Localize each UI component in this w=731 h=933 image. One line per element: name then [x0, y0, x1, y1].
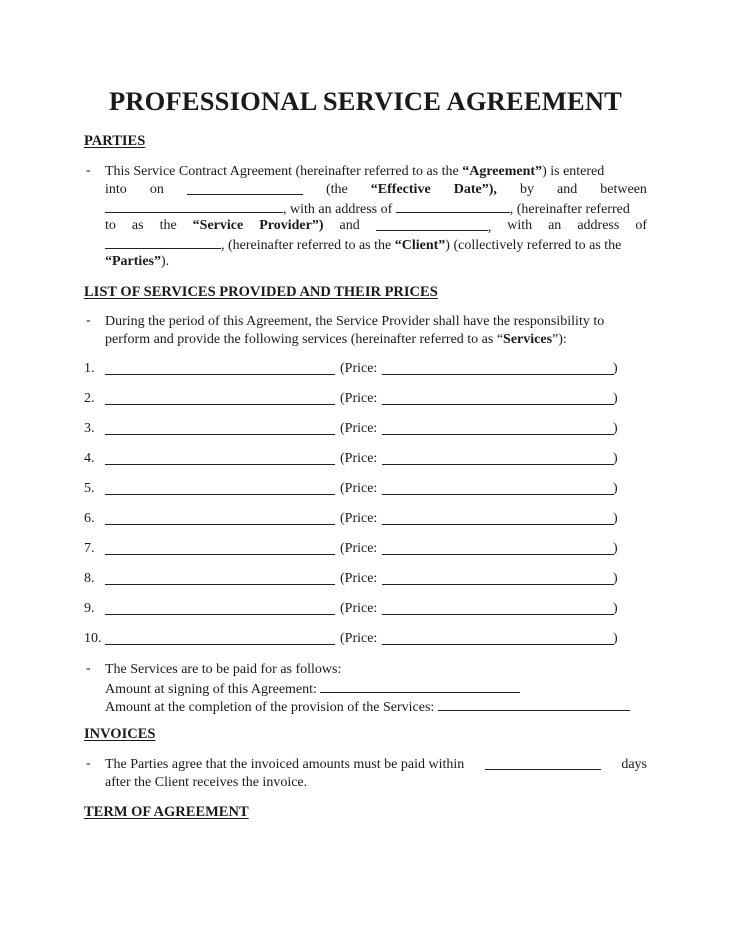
service-row	[84, 541, 624, 559]
parties-line-6: “Parties”).	[105, 254, 170, 269]
payment-days-blank[interactable]	[485, 756, 601, 770]
service-name-blank[interactable]	[105, 434, 335, 435]
service-row	[84, 361, 624, 379]
service-number: 4.	[84, 451, 95, 466]
services-intro-line-2: perform and provide the following services (hereinafter referred to as “Services”):	[105, 332, 567, 347]
service-number: 1.	[84, 361, 95, 376]
service-row	[84, 391, 624, 409]
completion-amount-blank[interactable]	[438, 697, 630, 711]
service-name-blank[interactable]	[105, 644, 335, 645]
service-price-blank[interactable]	[382, 524, 614, 525]
services-intro-line-1: During the period of this Agreement, the Service Provider shall have the responsibility to	[105, 314, 605, 329]
term-heading: TERM OF AGREEMENT	[84, 804, 249, 820]
service-name-blank[interactable]	[105, 464, 335, 465]
parties-bullet: -	[86, 163, 91, 178]
service-number: 10.	[84, 631, 102, 646]
service-price-blank[interactable]	[382, 434, 614, 435]
service-price-blank[interactable]	[382, 614, 614, 615]
price-close-paren: )	[613, 511, 618, 526]
invoices-line-1: The Parties agree that the invoiced amounts must be paid within days	[105, 757, 647, 772]
service-provider-address-blank[interactable]	[396, 199, 510, 213]
price-label: (Price:	[340, 511, 378, 526]
price-close-paren: )	[613, 361, 618, 376]
service-provider-name-blank[interactable]	[105, 199, 283, 213]
price-label: (Price:	[340, 391, 378, 406]
payment-line-3: Amount at the completion of the provision of the Services:	[105, 697, 630, 717]
service-name-blank[interactable]	[105, 614, 335, 615]
parties-line-5: , (hereinafter referred to as the “Client”) (collectively referred to as the	[105, 235, 647, 255]
service-price-blank[interactable]	[382, 554, 614, 555]
service-price-blank[interactable]	[382, 464, 614, 465]
service-name-blank[interactable]	[105, 404, 335, 405]
parties-line-4: to as the “Service Provider”) and , with an address of	[105, 218, 647, 235]
parties-line-2: into on (the “Effective Date”), by and between	[105, 182, 647, 197]
price-label: (Price:	[340, 421, 378, 436]
service-name-blank[interactable]	[105, 524, 335, 525]
price-close-paren: )	[613, 481, 618, 496]
service-number: 3.	[84, 421, 95, 436]
services-bullet: -	[86, 313, 91, 328]
service-price-blank[interactable]	[382, 404, 614, 405]
payment-bullet: -	[86, 661, 91, 676]
service-row	[84, 511, 624, 529]
service-number: 8.	[84, 571, 95, 586]
service-price-blank[interactable]	[382, 644, 614, 645]
price-close-paren: )	[613, 391, 618, 406]
service-number: 6.	[84, 511, 95, 526]
service-row	[84, 571, 624, 589]
signing-amount-blank[interactable]	[320, 679, 520, 693]
service-number: 9.	[84, 601, 95, 616]
service-name-blank[interactable]	[105, 374, 335, 375]
service-price-blank[interactable]	[382, 494, 614, 495]
service-row	[84, 451, 624, 469]
services-heading: LIST OF SERVICES PROVIDED AND THEIR PRICES	[84, 284, 438, 300]
price-label: (Price:	[340, 451, 378, 466]
parties-line-3: , with an address of , (hereinafter referred	[105, 199, 630, 219]
parties-line-1: This Service Contract Agreement (hereinafter referred to as the “Agreement”) is entered	[105, 164, 605, 179]
price-label: (Price:	[340, 601, 378, 616]
parties-heading: PARTIES	[84, 133, 146, 149]
effective-date-blank[interactable]	[187, 181, 303, 195]
service-price-blank[interactable]	[382, 374, 614, 375]
service-name-blank[interactable]	[105, 584, 335, 585]
payment-line-2: Amount at signing of this Agreement:	[105, 679, 520, 699]
service-row	[84, 631, 624, 649]
service-row	[84, 421, 624, 439]
service-name-blank[interactable]	[105, 554, 335, 555]
service-name-blank[interactable]	[105, 494, 335, 495]
service-number: 2.	[84, 391, 95, 406]
client-name-blank[interactable]	[376, 217, 488, 231]
price-close-paren: )	[613, 631, 618, 646]
price-close-paren: )	[613, 451, 618, 466]
price-label: (Price:	[340, 361, 378, 376]
document-title: PROFESSIONAL SERVICE AGREEMENT	[108, 86, 623, 116]
service-price-blank[interactable]	[382, 584, 614, 585]
client-address-blank[interactable]	[105, 235, 221, 249]
invoices-heading: INVOICES	[84, 726, 156, 742]
payment-line-1: The Services are to be paid for as follows:	[105, 662, 342, 677]
price-close-paren: )	[613, 541, 618, 556]
price-label: (Price:	[340, 631, 378, 646]
price-close-paren: )	[613, 601, 618, 616]
price-label: (Price:	[340, 541, 378, 556]
service-row	[84, 481, 624, 499]
price-label: (Price:	[340, 571, 378, 586]
invoices-line-2: after the Client receives the invoice.	[105, 775, 308, 790]
invoices-bullet: -	[86, 756, 91, 771]
service-row	[84, 601, 624, 619]
service-number: 5.	[84, 481, 95, 496]
price-close-paren: )	[613, 571, 618, 586]
price-label: (Price:	[340, 481, 378, 496]
price-close-paren: )	[613, 421, 618, 436]
service-number: 7.	[84, 541, 95, 556]
